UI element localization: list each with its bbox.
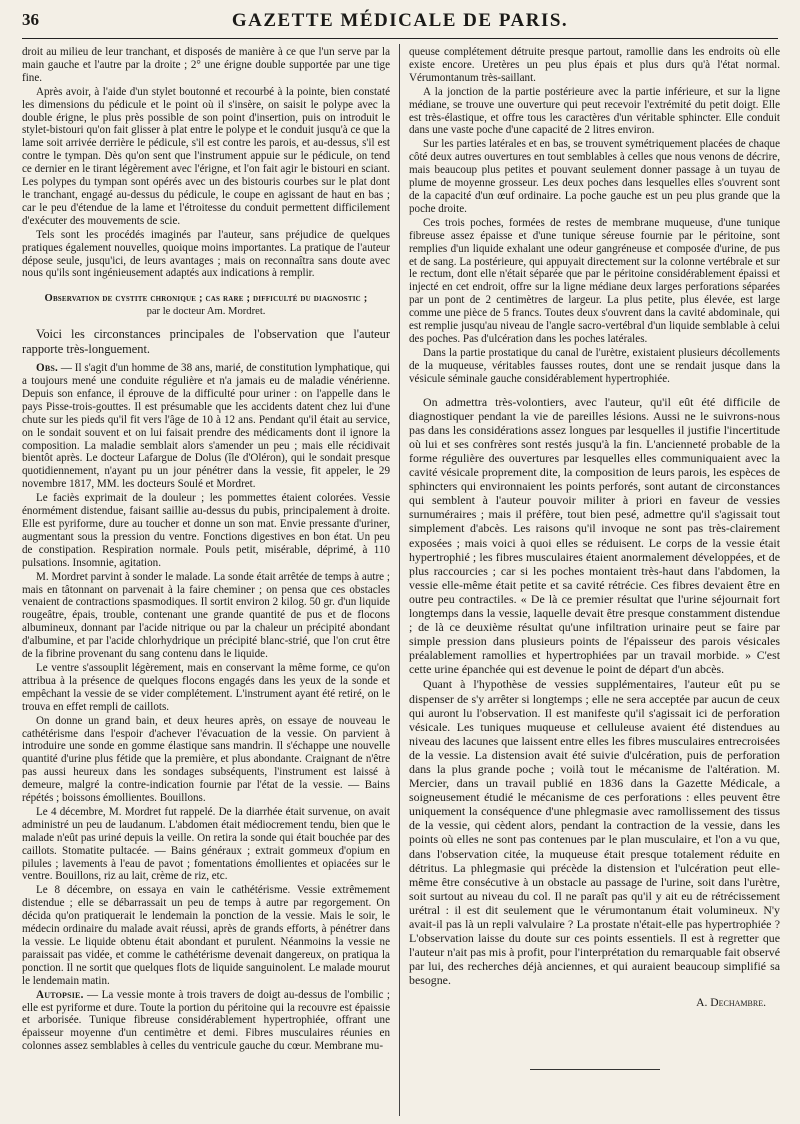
paragraph: Le 4 décembre, M. Mordret fut rappelé. De la diarrhée était survenue, on avait administré un peu de laudanum. L'abdomen était médiocrement tendu, bien que le malade n'eût pas uriné depuis la veille. On retira la sonde qui était bouchée par des caillots. Stomatite pultacée. — Bains généraux ; extrait gommeux d'opium en pilules ; lavements à l'eau de pavot ; fomentations émollientes et opiacées sur le ventre. Bouillons, riz au lait, crème de riz, etc. <box>22 805 390 883</box>
signature: A. Dechambre. <box>696 995 766 1009</box>
autopsy-text: — La vessie monte à trois travers de doigt au-dessus de l'ombilic ; elle est pyriforme et dure. Toute la portion du péritoine qui la recouvre est épaissie et arborisée. Tunique fibreuse considérablement hypertrophiée, offrant une épaisseur moyenne d'un centimètre et demi. Fibres musculaires réunies en colonnes assez semblables à celles du ventricule gauche du cœur. Membrane mu- <box>22 988 390 1053</box>
paragraph: queuse complétement détruite presque partout, ramollie dans les endroits où elle existe encore. Uretères un peu plus épais et plus durs qu'à l'état normal. Vérumontanum très-saillant. <box>409 46 780 84</box>
commentary-paragraph: Quant à l'hypothèse de vessies supplémentaires, l'auteur eût pu se dispenser de s'y arrêter si longtemps ; elle ne sera acceptée par aucun de ceux qui auront lu l'observation. Il est manifeste qu'il s'agissait ici de perforation vésicale. Les tuniques muqueuse et celluleuse avaient été distendues au niveau des lacunes que laissent entre elles les fibres musculaires entrecroisées de la vessie. La distension avait été suivie d'ulcération, puis de perforation dans la plus grande poche ; voilà tout le mécanisme de l'altération. M. Mercier, dans un travail publié en 1836 dans la Gazette Médicale, a soigneusement étudié le mécanisme de ces perforations : elles peuvent être uniquement la conséquence d'une phlegmasie avec ramollissement des tissus de la vessie, qui cèdent alors, pendant la contraction de la vessie, dans les points où elles ne sont pas contenues par le plan musculaire, et l'on a vu que, dans l'observation citée, la muqueuse était presque totalement réduite en détritus. La phlegmasie qui précède la distension et l'ulcération peut elle-même être consécutive à un obstacle au passage de l'urine, soit dans l'urètre, soit surtout au niveau du col. Il ne paraît pas qu'il y ait eu de rétrécissement urétral : il est dit seulement que le vérumontanum était volumineux. N'y avait-il pas là un repli valvulaire ? La prostate n'était-elle pas hypertrophiée ? L'observation laisse du doute sur ces points essentiels. Il est à regretter que l'auteur n'ait pas mis à profit, pour l'interprétation du remarquable fait observé par lui, des recherches déjà anciennes, et qui auraient beaucoup simplifié sa besogne. <box>409 677 780 988</box>
left-column <box>22 46 390 1116</box>
observation-heading <box>22 292 390 318</box>
paragraph: Le ventre s'assouplit légèrement, mais en conservant la même forme, ce qu'on attribua à la présence de quelques flocons engagés dans les yeux de la sonde et empêchant la vessie de se vider complétement. L'instrument ayant été retiré, on le trouva en effet rempli de caillots. <box>22 661 390 713</box>
page-number: 36 <box>22 10 39 29</box>
end-rule <box>530 1069 660 1070</box>
journal-title: GAZETTE MÉDICALE DE PARIS. <box>231 10 569 31</box>
column-divider <box>399 44 400 1116</box>
page-header <box>22 8 778 39</box>
paragraph: Après avoir, à l'aide d'un stylet boutonné et recourbé à la pointe, bien constaté les dimensions du pédicule et le point où il s'insère, on saisit le polype avec la double érigne, le plus près possible de son point d'insertion, puis on introduit le stylet-bistouri qu'on fait glisser à plat entre le polype et le conduit jusqu'à ce que la lame soit arrivée derrière le pédicule, s'il est contre les parois, et au-dessus, s'il est contre le tympan. Dès qu'on sent que l'instrument appuie sur le pédicule, on tend ce dernier en le tirant légèrement avec l'érigne, et l'on fait agir le bistouri en sciant. Les polypes du tympan sont opérés avec un des bistouris courbes sur le plat dont le tranchant, engagé au-dessus du pédicule, le coupe en agissant de haut en bas ; car le peu d'étendue de la lame et l'étroitesse du conduit permettent difficilement d'exécuter des mouvements de scie. <box>22 85 390 227</box>
obs-text: — Il s'agit d'un homme de 38 ans, marié, de constitution lymphatique, qui a toujours mené une conduite régulière et n'a jamais eu de maladie vénérienne. Depuis son enfance, il éprouve de la difficulté pour uriner : on l'appelle dans le pays Pisse-trois-gouttes. Il est présumable que les accidents datent chez lui d'une chute sur les pieds qu'il fit vers l'âge de 10 à 12 ans. Pendant qu'il était au service, on le sondait souvent et on lui faisait prendre des médicaments dont il ignore la composition. La maladie semblait alors s'amender un peu ; mais elle récidivait bientôt après. Le docteur Lafargue de Dolus (île d'Oléron), qui le sondait presque quotidiennement, n'ayant pu un jour pénétrer dans la vessie, fit appeler, le 29 novembre 1817, MM. les docteurs Soulé et Mordret. <box>22 362 390 491</box>
paragraph: Le faciès exprimait de la douleur ; les pommettes étaient colorées. Vessie énormément distendue, faisant saillie au-dessus du pubis, principalement à droite. Elle est pyriforme, dure au toucher et donne un son mat. Envie pressante d'uriner, augmentant sous la pression du ventre. Fonctions digestives en bon état. Un peu de constipation. Respiration normale. Pouls petit, misérable, déprimé, à 110 pulsations. Insomnie, agitation. <box>22 492 390 569</box>
observation-title: Observation de cystite chronique ; cas rare ; difficulté du diagnostic ; <box>44 293 368 305</box>
right-column <box>409 46 780 1116</box>
observation-author: par le docteur Am. Mordret. <box>146 306 266 318</box>
paragraph: droit au milieu de leur tranchant, et disposés de manière à ce que l'un serve par la main gauche et l'autre par la droite ; 2° une érigne double supportée par une tige fine. <box>22 46 390 84</box>
observation-paragraph <box>22 362 390 491</box>
paragraph: M. Mordret parvint à sonder le malade. La sonde était arrêtée de temps à autre ; mais en tâtonnant on parvenait à la faire cheminer ; on pensa que ces obstacles venaient de contractions spasmodiques. Il sortit environ 2 kilog. 50 gr. d'un liquide rougeâtre, épais, trouble, contenant une grande quantité de pus et de flocons albumineux, donnant par l'acide nitrique ou par la chaleur un précipité abondant d'albumine, et par l'acide chlorhydrique un précipité blanc-strié, que l'on crut être de la fibrine provenant du sang contenu dans le liquide. <box>22 570 390 661</box>
autopsy-paragraph <box>22 989 390 1054</box>
autopsy-label: Autopsie. <box>36 988 84 1001</box>
paragraph: Dans la partie prostatique du canal de l'urètre, existaient plusieurs décollements de la muqueuse, véritables fausses routes, dont une se rendait jusque dans la vésicule séminale gauche considérablement hypertrophiée. <box>409 346 780 385</box>
intro-paragraph: Voici les circonstances principales de l'observation que l'auteur rapporte très-longuement. <box>22 327 390 356</box>
paragraph: Ces trois poches, formées de restes de membrane muqueuse, d'une tunique fibreuse assez épaisse et d'une tunique séreuse fournie par le péritoine, sont remplies d'un liquide exhalant une odeur gangréneuse et composée d'urine, de pus et de sang. La postérieure, qui appuyait directement sur la colonne vertébrale et sur le rectum, dont elle n'était séparée que par le péritoine considérablement épaissi et injecté en cet endroit, offre sur la ligne médiane deux larges perforations séparées par un pont de 2 centimètres de largeur. La plus petite, plus élevée, est large comme une pièce de 5 francs. Toutes deux s'ouvrent dans la cavité abdominale, qui est remplie jusqu'au niveau de l'angle sacro-vertébral d'un liquide semblable à celui des poches. Pas d'ulcération dans les poches latérales. <box>409 216 780 345</box>
paragraph: On donne un grand bain, et deux heures après, on essaye de nouveau le cathétérisme dans l'espoir d'achever l'évacuation de la vessie. On parvient à introduire une sonde en gomme élastique sans mandrin. Il s'échappe une nouvelle quantité d'urine plus fétide que la première, et plus abondante. Craignant de n'être pas aussi heureux dans les sondages subséquents, l'instrument est laissé à demeure, malgré la contre-indication fournie par l'état de la vessie. — Bains répétés ; boissons émollientes. Bouillons. <box>22 714 390 805</box>
paragraph: Tels sont les procédés imaginés par l'auteur, sans préjudice de quelques pratiques également nouvelles, quoique moins importantes. La pratique de l'auteur dépose seule, jusqu'ici, de leurs avantages ; mais on reconnaîtra sans doute avec nous qu'ils sont ingénieusement adaptés aux indications à remplir. <box>22 228 390 280</box>
paragraph: Le 8 décembre, on essaya en vain le cathétérisme. Vessie extrêmement distendue ; elle se débarrassait un peu de temps à autre par regorgement. On décida qu'on pratiquerait le lendemain la ponction de la vessie. Mais le soir, le médecin ordinaire du malade avait réussi, après de grands efforts, à pénétrer dans la vessie. Le liquide obtenu était abondant et purulent. Néanmoins la vessie ne paraissait pas vidée, et comme le cathétérisme devenait dangereux, on pratiqua la ponction. Il ne sortit que quelques flots de liquide sanguinolent. Le malade mourut le lendemain matin. <box>22 884 390 987</box>
paragraph: Sur les parties latérales et en bas, se trouvent symétriquement placées de chaque côté deux autres ouvertures en tout semblables à celles que nous venons de décrire, mais beaucoup plus petites et pouvant seulement donner passage à un tuyau de plume de moyenne grosseur. Les deux poches dans lesquelles elles s'ouvrent sont de la capacité d'un œuf ordinaire. La poche gauche est un peu plus grande que la poche droite. <box>409 138 780 215</box>
obs-label: Obs. <box>36 362 58 375</box>
commentary-paragraph: On admettra très-volontiers, avec l'auteur, qu'il eût été difficile de diagnostiquer pendant la vie de pareilles lésions. Aussi ne le suivrons-nous pas dans les considérations assez longues par lesquelles il justifie l'incertitude où lui et ses confrères sont restés jusqu'à la fin. L'ancienneté probable de la forme régulière des ouvertures par lesquelles elles communiquaient avec la cavité vésicale proprement dite, la composition de leurs parois, les espèces de sphincters qui environnaient les points perforés, sont autant de circonstances qui semblent à l'auteur pouvoir militer à priori en faveur de vessies surnuméraires ; mais il préfère, tout bien pesé, admettre qu'il s'agissait tout simplement d'abcès. Les raisons qu'il invoque ne sont pas très-clairement exposées ; mais voici à quoi elles se réduisent. Le corps de la vessie était hypertrophié ; les fibres musculaires étaient anormalement développées, et de plus raccourcies ; car si les poches montaient très-haut dans l'abdomen, la vessie elle-même était petite et sa cavité rétrécie. Ces fibres devaient être en outre peu contractiles. « De là ce premier résultat que l'urine séjournait fort longtemps dans la vessie, laquelle devait être presque constamment distendue ; de là ce deuxième résultat qu'une infiltration urinaire peut se faire par simple pression dans plusieurs points de l'épaisseur des parois vésicales préalablement ramollies et hypertrophiées par un travail morbide. » C'est cette urine épanchée qui est devenue le point de départ d'un abcès. <box>409 394 780 677</box>
paragraph: A la jonction de la partie postérieure avec la partie inférieure, et sur la ligne médiane, se trouve une ouverture qui peut recevoir l'extrémité du petit doigt. Elle est très-élastique, et offre tous les caractères d'un véritable sphincter. Elle conduit dans une vaste poche d'une capacité de 2 litres environ. <box>409 85 780 137</box>
